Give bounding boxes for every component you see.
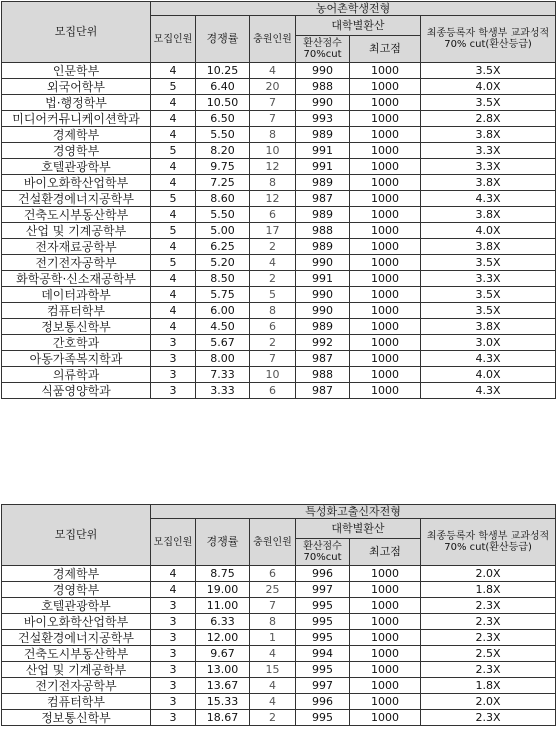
row-max-score: 1000 (350, 239, 421, 255)
header-univ-conversion: 대학별환산 (296, 519, 421, 539)
row-max-score: 1000 (350, 271, 421, 287)
row-quota: 4 (151, 175, 196, 191)
row-competition: 6.25 (196, 239, 250, 255)
row-extra: 8 (250, 127, 296, 143)
row-competition: 13.00 (196, 662, 250, 678)
row-quota: 4 (151, 287, 196, 303)
row-unit: 식품영양학과 (2, 383, 151, 399)
row-final-grade: 3.0X (421, 335, 556, 351)
header-final-grade: 최종등록자 학생부 교과성적 70% cut(환산등급) (421, 519, 556, 566)
row-quota: 3 (151, 694, 196, 710)
row-max-score: 1000 (350, 367, 421, 383)
row-competition: 19.00 (196, 582, 250, 598)
row-competition: 7.33 (196, 367, 250, 383)
row-max-score: 1000 (350, 646, 421, 662)
row-unit: 정보통신학부 (2, 319, 151, 335)
row-conv-score: 991 (296, 271, 350, 287)
table-row (2, 255, 556, 271)
table-row (2, 678, 556, 694)
row-conv-score: 989 (296, 127, 350, 143)
row-unit: 호텔관광학부 (2, 598, 151, 614)
row-competition: 3.33 (196, 383, 250, 399)
row-competition: 15.33 (196, 694, 250, 710)
row-max-score: 1000 (350, 662, 421, 678)
table-row (2, 271, 556, 287)
row-competition: 4.50 (196, 319, 250, 335)
row-final-grade: 3.8X (421, 127, 556, 143)
row-final-grade: 2.3X (421, 710, 556, 726)
row-quota: 3 (151, 646, 196, 662)
table-row (2, 159, 556, 175)
row-unit: 호텔관광학부 (2, 159, 151, 175)
row-competition: 8.50 (196, 271, 250, 287)
row-unit: 바이오화학산업학부 (2, 614, 151, 630)
row-unit: 전기전자공학부 (2, 678, 151, 694)
row-max-score: 1000 (350, 694, 421, 710)
row-final-grade: 4.0X (421, 367, 556, 383)
row-quota: 3 (151, 367, 196, 383)
row-quota: 4 (151, 303, 196, 319)
admission-table-rural (1, 1, 556, 399)
row-conv-score: 989 (296, 239, 350, 255)
row-quota: 4 (151, 566, 196, 582)
row-extra: 2 (250, 710, 296, 726)
row-competition: 13.67 (196, 678, 250, 694)
row-extra: 6 (250, 383, 296, 399)
header-univ-conversion: 대학별환산 (296, 16, 421, 36)
row-quota: 5 (151, 255, 196, 271)
row-unit: 외국어학부 (2, 79, 151, 95)
table-row (2, 630, 556, 646)
header-conv-score: 환산점수 70%cut (296, 539, 350, 566)
row-extra: 4 (250, 678, 296, 694)
header-quota: 모집인원 (151, 16, 196, 63)
row-conv-score: 991 (296, 159, 350, 175)
row-extra: 4 (250, 63, 296, 79)
row-conv-score: 993 (296, 111, 350, 127)
row-final-grade: 2.8X (421, 111, 556, 127)
row-max-score: 1000 (350, 127, 421, 143)
row-conv-score: 995 (296, 614, 350, 630)
row-extra: 1 (250, 630, 296, 646)
row-competition: 8.20 (196, 143, 250, 159)
row-unit: 미디어커뮤니케이션학과 (2, 111, 151, 127)
row-unit: 경영학부 (2, 143, 151, 159)
row-extra: 2 (250, 239, 296, 255)
row-max-score: 1000 (350, 319, 421, 335)
row-conv-score: 988 (296, 223, 350, 239)
table-row (2, 582, 556, 598)
row-competition: 5.00 (196, 223, 250, 239)
row-extra: 6 (250, 566, 296, 582)
row-max-score: 1000 (350, 143, 421, 159)
row-final-grade: 2.5X (421, 646, 556, 662)
row-unit: 건축도시부동산학부 (2, 646, 151, 662)
row-unit: 경제학부 (2, 127, 151, 143)
row-conv-score: 996 (296, 566, 350, 582)
row-conv-score: 997 (296, 582, 350, 598)
row-conv-score: 994 (296, 646, 350, 662)
row-extra: 20 (250, 79, 296, 95)
group-title: 특성화고출신자전형 (151, 505, 556, 519)
row-unit: 의류학과 (2, 367, 151, 383)
row-conv-score: 989 (296, 175, 350, 191)
table-row (2, 223, 556, 239)
table-row (2, 614, 556, 630)
row-competition: 5.67 (196, 335, 250, 351)
row-final-grade: 1.8X (421, 678, 556, 694)
table-row (2, 646, 556, 662)
row-extra: 8 (250, 614, 296, 630)
row-final-grade: 4.3X (421, 191, 556, 207)
row-conv-score: 990 (296, 63, 350, 79)
header-unit: 모집단위 (2, 2, 151, 63)
row-competition: 12.00 (196, 630, 250, 646)
row-conv-score: 995 (296, 710, 350, 726)
row-extra: 7 (250, 95, 296, 111)
header-conv-score: 환산점수 70%cut (296, 36, 350, 63)
row-final-grade: 1.8X (421, 582, 556, 598)
row-final-grade: 2.3X (421, 614, 556, 630)
row-extra: 2 (250, 271, 296, 287)
row-max-score: 1000 (350, 630, 421, 646)
row-extra: 10 (250, 367, 296, 383)
row-quota: 3 (151, 614, 196, 630)
row-max-score: 1000 (350, 63, 421, 79)
table-row (2, 694, 556, 710)
row-competition: 6.00 (196, 303, 250, 319)
table-row (2, 191, 556, 207)
row-competition: 18.67 (196, 710, 250, 726)
row-quota: 4 (151, 271, 196, 287)
group-title: 농어촌학생전형 (151, 2, 556, 16)
table-row (2, 319, 556, 335)
row-competition: 9.67 (196, 646, 250, 662)
row-competition: 7.25 (196, 175, 250, 191)
row-final-grade: 3.5X (421, 63, 556, 79)
table-row (2, 63, 556, 79)
table-row (2, 287, 556, 303)
row-unit: 경영학부 (2, 582, 151, 598)
row-max-score: 1000 (350, 79, 421, 95)
table-row (2, 367, 556, 383)
row-quota: 4 (151, 582, 196, 598)
header-extra: 충원인원 (250, 519, 296, 566)
table-row (2, 566, 556, 582)
row-max-score: 1000 (350, 303, 421, 319)
row-conv-score: 989 (296, 319, 350, 335)
row-max-score: 1000 (350, 175, 421, 191)
row-quota: 3 (151, 351, 196, 367)
row-competition: 5.50 (196, 207, 250, 223)
row-final-grade: 4.0X (421, 79, 556, 95)
row-conv-score: 987 (296, 383, 350, 399)
table-body (2, 566, 556, 726)
row-extra: 25 (250, 582, 296, 598)
row-extra: 2 (250, 335, 296, 351)
row-extra: 8 (250, 303, 296, 319)
row-competition: 10.25 (196, 63, 250, 79)
row-max-score: 1000 (350, 111, 421, 127)
row-unit: 화학공학·신소재공학부 (2, 271, 151, 287)
row-quota: 3 (151, 335, 196, 351)
table-row (2, 143, 556, 159)
header-final-grade: 최종등록자 학생부 교과성적 70% cut(환산등급) (421, 16, 556, 63)
table-row (2, 383, 556, 399)
row-final-grade: 3.5X (421, 287, 556, 303)
table-row (2, 351, 556, 367)
row-extra: 10 (250, 143, 296, 159)
row-competition: 8.75 (196, 566, 250, 582)
table-body (2, 63, 556, 399)
header-quota: 모집인원 (151, 519, 196, 566)
row-extra: 4 (250, 646, 296, 662)
row-final-grade: 3.3X (421, 159, 556, 175)
row-quota: 5 (151, 143, 196, 159)
row-final-grade: 3.3X (421, 271, 556, 287)
row-quota: 4 (151, 111, 196, 127)
row-final-grade: 2.0X (421, 566, 556, 582)
row-unit: 전기전자공학부 (2, 255, 151, 271)
row-conv-score: 995 (296, 630, 350, 646)
row-unit: 전자재료공학부 (2, 239, 151, 255)
row-max-score: 1000 (350, 614, 421, 630)
table-row (2, 239, 556, 255)
row-extra: 12 (250, 191, 296, 207)
row-quota: 3 (151, 710, 196, 726)
row-max-score: 1000 (350, 335, 421, 351)
row-conv-score: 990 (296, 95, 350, 111)
row-conv-score: 990 (296, 255, 350, 271)
row-conv-score: 987 (296, 351, 350, 367)
header-unit: 모집단위 (2, 505, 151, 566)
table-row (2, 95, 556, 111)
table-row (2, 111, 556, 127)
row-max-score: 1000 (350, 191, 421, 207)
row-extra: 4 (250, 694, 296, 710)
row-extra: 5 (250, 287, 296, 303)
row-extra: 7 (250, 598, 296, 614)
row-competition: 6.33 (196, 614, 250, 630)
row-quota: 3 (151, 598, 196, 614)
row-final-grade: 2.3X (421, 630, 556, 646)
row-unit: 바이오화학산업학부 (2, 175, 151, 191)
row-competition: 10.50 (196, 95, 250, 111)
table-row (2, 335, 556, 351)
row-quota: 3 (151, 678, 196, 694)
row-extra: 6 (250, 207, 296, 223)
row-extra: 7 (250, 111, 296, 127)
row-max-score: 1000 (350, 223, 421, 239)
row-conv-score: 997 (296, 678, 350, 694)
row-competition: 5.75 (196, 287, 250, 303)
row-final-grade: 3.8X (421, 207, 556, 223)
row-unit: 데이터과학부 (2, 287, 151, 303)
row-unit: 산업 및 기계공학부 (2, 223, 151, 239)
row-conv-score: 990 (296, 303, 350, 319)
row-competition: 9.75 (196, 159, 250, 175)
row-max-score: 1000 (350, 582, 421, 598)
row-extra: 7 (250, 351, 296, 367)
row-max-score: 1000 (350, 566, 421, 582)
row-conv-score: 992 (296, 335, 350, 351)
row-max-score: 1000 (350, 287, 421, 303)
row-max-score: 1000 (350, 95, 421, 111)
row-final-grade: 3.8X (421, 239, 556, 255)
row-unit: 컴퓨터학부 (2, 303, 151, 319)
header-extra: 충원인원 (250, 16, 296, 63)
row-competition: 8.60 (196, 191, 250, 207)
row-final-grade: 3.5X (421, 95, 556, 111)
header-competition: 경쟁률 (196, 519, 250, 566)
row-unit: 간호학과 (2, 335, 151, 351)
row-conv-score: 989 (296, 207, 350, 223)
row-final-grade: 3.8X (421, 319, 556, 335)
row-competition: 5.20 (196, 255, 250, 271)
row-competition: 5.50 (196, 127, 250, 143)
row-final-grade: 2.3X (421, 598, 556, 614)
row-final-grade: 3.3X (421, 143, 556, 159)
row-conv-score: 995 (296, 662, 350, 678)
table-row (2, 303, 556, 319)
row-conv-score: 988 (296, 79, 350, 95)
row-extra: 15 (250, 662, 296, 678)
row-final-grade: 3.8X (421, 175, 556, 191)
table-row (2, 79, 556, 95)
row-max-score: 1000 (350, 598, 421, 614)
row-quota: 4 (151, 239, 196, 255)
header-competition: 경쟁률 (196, 16, 250, 63)
row-unit: 아동가족복지학과 (2, 351, 151, 367)
row-extra: 12 (250, 159, 296, 175)
row-conv-score: 996 (296, 694, 350, 710)
row-final-grade: 4.3X (421, 351, 556, 367)
row-unit: 정보통신학부 (2, 710, 151, 726)
row-quota: 4 (151, 95, 196, 111)
header-max-score: 최고점 (350, 539, 421, 566)
table-row (2, 207, 556, 223)
row-conv-score: 988 (296, 367, 350, 383)
table-row (2, 175, 556, 191)
row-max-score: 1000 (350, 255, 421, 271)
row-conv-score: 990 (296, 287, 350, 303)
row-extra: 6 (250, 319, 296, 335)
row-max-score: 1000 (350, 351, 421, 367)
row-max-score: 1000 (350, 678, 421, 694)
row-unit: 인문학부 (2, 63, 151, 79)
row-final-grade: 2.0X (421, 694, 556, 710)
row-quota: 4 (151, 159, 196, 175)
row-unit: 법·행정학부 (2, 95, 151, 111)
row-conv-score: 991 (296, 143, 350, 159)
header-max-score: 최고점 (350, 36, 421, 63)
row-max-score: 1000 (350, 207, 421, 223)
row-competition: 6.40 (196, 79, 250, 95)
row-extra: 8 (250, 175, 296, 191)
row-max-score: 1000 (350, 159, 421, 175)
row-unit: 경제학부 (2, 566, 151, 582)
row-unit: 건축도시부동산학부 (2, 207, 151, 223)
row-quota: 5 (151, 191, 196, 207)
row-quota: 5 (151, 223, 196, 239)
row-max-score: 1000 (350, 383, 421, 399)
row-final-grade: 2.3X (421, 662, 556, 678)
row-conv-score: 987 (296, 191, 350, 207)
row-quota: 4 (151, 63, 196, 79)
row-conv-score: 995 (296, 598, 350, 614)
row-max-score: 1000 (350, 710, 421, 726)
row-unit: 컴퓨터학부 (2, 694, 151, 710)
row-final-grade: 4.3X (421, 383, 556, 399)
admission-table-vocational (1, 504, 556, 726)
row-unit: 산업 및 기계공학부 (2, 662, 151, 678)
row-quota: 3 (151, 383, 196, 399)
row-competition: 11.00 (196, 598, 250, 614)
row-unit: 건설환경에너지공학부 (2, 630, 151, 646)
row-competition: 8.00 (196, 351, 250, 367)
table-row (2, 710, 556, 726)
row-quota: 4 (151, 319, 196, 335)
row-quota: 4 (151, 127, 196, 143)
table-row (2, 127, 556, 143)
row-extra: 4 (250, 255, 296, 271)
row-final-grade: 3.5X (421, 255, 556, 271)
row-final-grade: 3.5X (421, 303, 556, 319)
row-unit: 건설환경에너지공학부 (2, 191, 151, 207)
table-row (2, 662, 556, 678)
row-competition: 6.50 (196, 111, 250, 127)
row-quota: 3 (151, 630, 196, 646)
row-quota: 5 (151, 79, 196, 95)
row-quota: 3 (151, 662, 196, 678)
row-extra: 17 (250, 223, 296, 239)
row-quota: 4 (151, 207, 196, 223)
table-row (2, 598, 556, 614)
row-final-grade: 4.0X (421, 223, 556, 239)
